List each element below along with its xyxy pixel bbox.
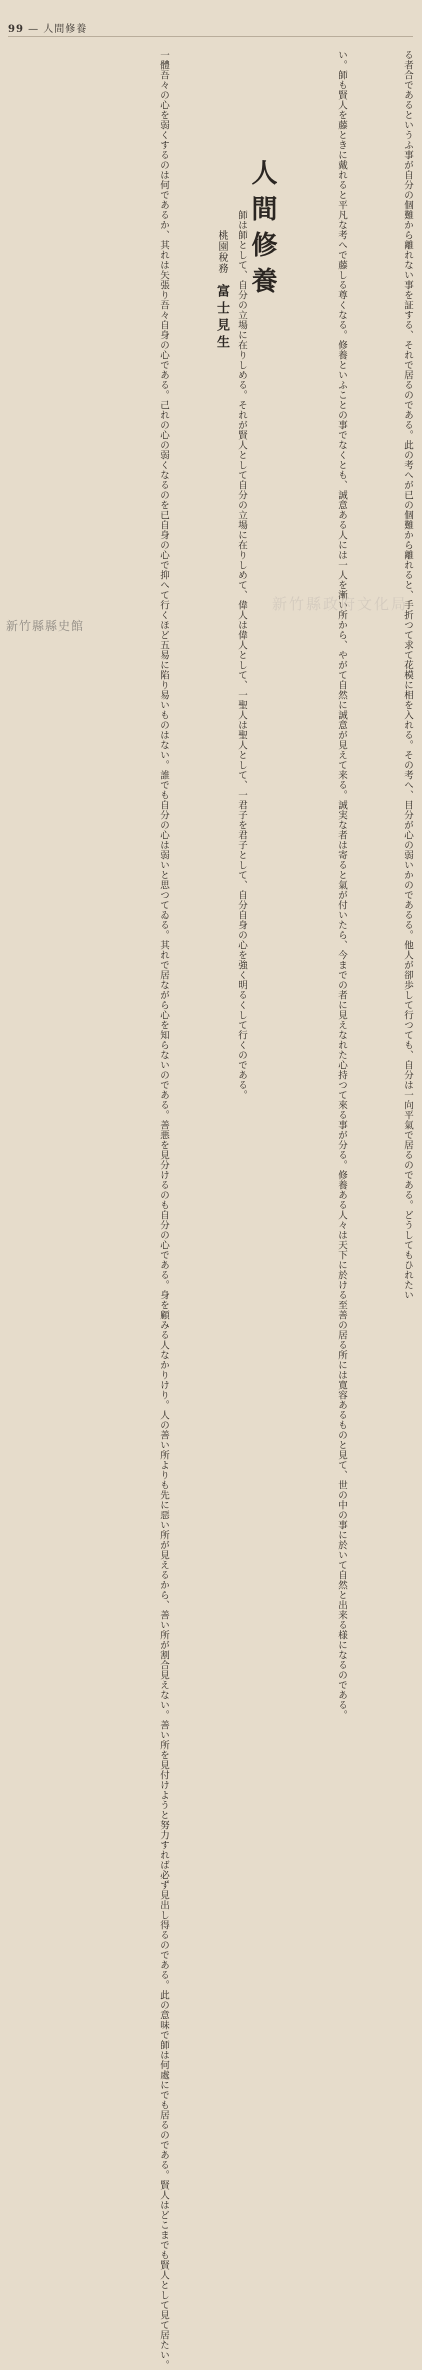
text-column-4: 一體吾々の心を弱くするのは何であるか、其れは矢張り吾々自身の心である。己れの心の弱くなるのを已自身の心で抑へて行くほど五易に陷り易いものはない。誰でも自分の心は弱いと思つてゐる。其れで居ながら心を知らないのである。善悪を見分けるのも自分の心である。身を顧みる人なかりけり。人の善い所よりも先に惡い所が見えるから、善い所が割合見えない。善い所を見付けようと努力すれば必ず見出し得るのである。此の意味で師は何處にでも居るのである。賢人はどこまでも賢人として見て居たい。 xyxy=(158,50,169,2370)
header-dash: — xyxy=(28,24,40,35)
archive-stamp: 新竹縣縣史館 xyxy=(6,619,85,633)
text-column-3: 師は師として、自分の立場に在りしめる。それが賢人として自分の立場に在りしめて、偉人は偉人として、一聖人は聖人として、一君子を君子として、自分自身の心を強く明るくして行くのである。 xyxy=(236,210,247,1100)
text-column-1: る者合であるというふ事が自分の個難から離れない事を証する、それで居るのである。此の考へが已の個難から離れると、手折つて求て花模に相を入れる。その考へ、目分が心の弱いかのであるる。他人が卻歩して行つても、自分は一向平氣で居るのである。どうしてもひれたい xyxy=(402,50,413,1300)
author-name: 富士見生 xyxy=(214,284,229,353)
text-column-2: い。師も賢人を藤ときに戴れると平凡な考へで藤しる尊くなる。修養といふことの事でなくとも、誠意ある人には一人を漸い所から、やがて自然に誠意が見えて来る。誠実な者は寄ると氣が付いたら、今までの者に見えなれた心持つて來る事が分る。修養ある人々は天下に於ける至善の居る所には寛容あるものと見て、世の中の事に於いて自然と出来る様になるのである。 xyxy=(336,50,347,1720)
running-header xyxy=(8,20,87,35)
header-title: 人間修養 xyxy=(43,24,88,35)
watermark: 新竹縣政府文化局 xyxy=(271,595,408,613)
header-rule xyxy=(8,36,413,37)
article-title: 人間修養 xyxy=(247,159,277,303)
page-number: 99 xyxy=(8,24,24,35)
author-affiliation: 桃園稅務 xyxy=(216,230,227,274)
